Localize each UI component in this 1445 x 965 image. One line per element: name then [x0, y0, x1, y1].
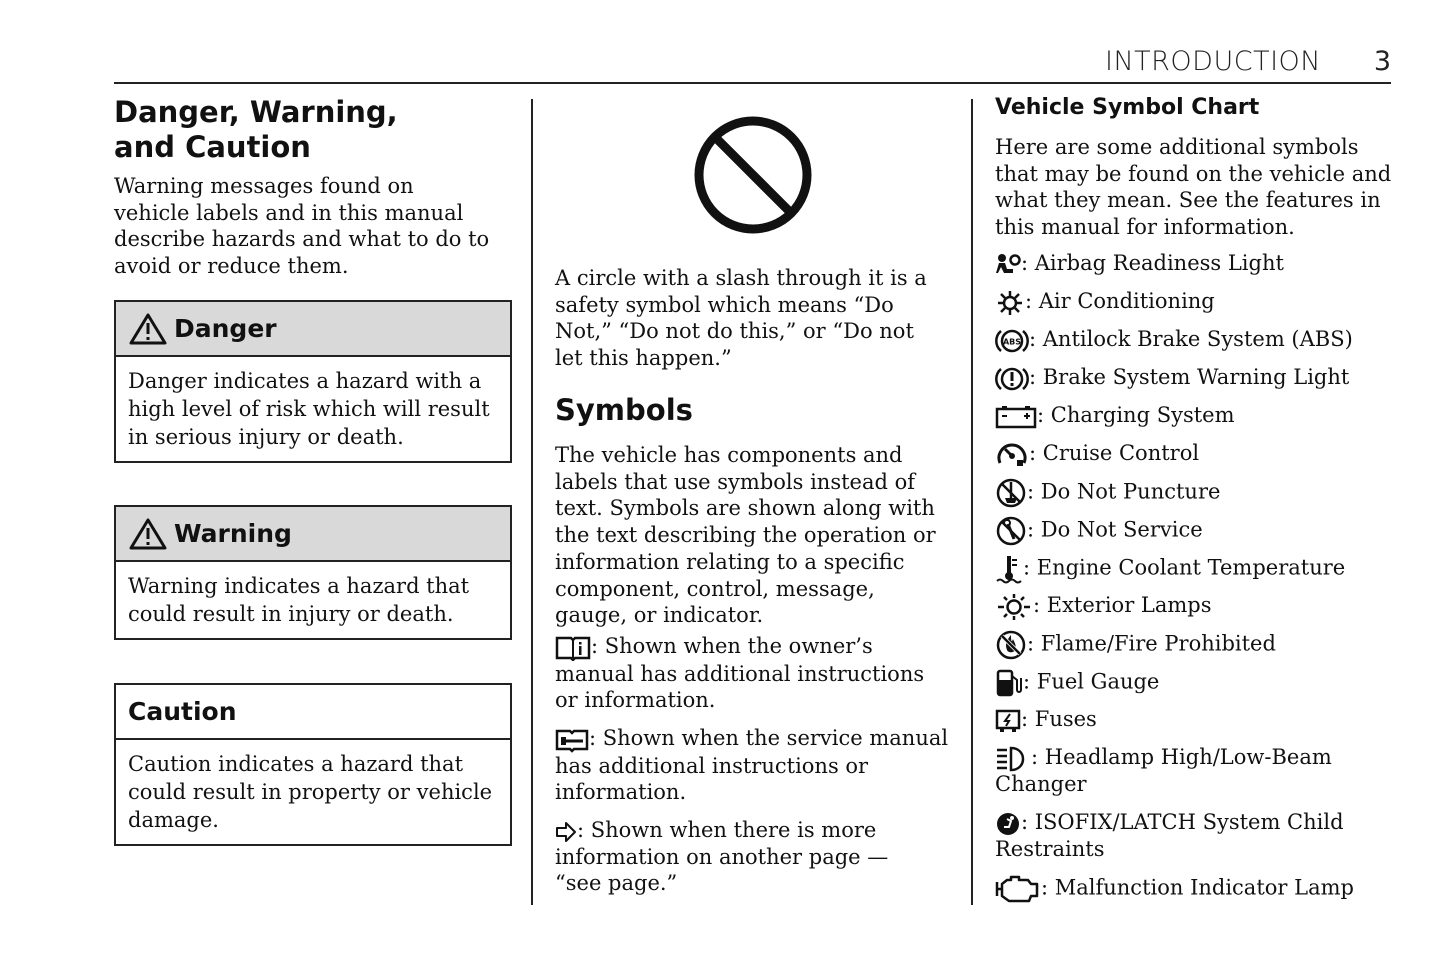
symbol-chart-heading: Vehicle Symbol Chart: [995, 95, 1260, 120]
column-danger-warning-caution: [114, 95, 510, 832]
symbol-row-coolant-temp: : Engine Coolant Temperature: [995, 554, 1345, 584]
no-symbol-icon: [691, 113, 815, 237]
headlamp-icon: [995, 745, 1031, 773]
book-icon: [555, 635, 591, 661]
danger-box: [114, 300, 512, 463]
symbols-paragraph: The vehicle has components and labels that use symbols instead of text. Symbols are shown along with the text describing the operation or information relating to a specific component, control, message, gauge, or indicator.: [555, 443, 936, 628]
brake-warning-icon: [995, 365, 1029, 393]
owners-manual-note: [555, 633, 950, 714]
fuses-icon: [995, 708, 1021, 734]
section-title: INTRODUCTION: [1105, 46, 1321, 77]
do-not-service-icon: [995, 516, 1027, 546]
caution-body: Caution indicates a hazard that could result in property or vehicle damage.: [128, 752, 493, 832]
warning-title: Warning: [174, 519, 292, 548]
symbol-row-airbag: : Airbag Readiness Light: [995, 250, 1284, 277]
see-page-text: : Shown when there is more information on another page — “see page.”: [555, 818, 889, 896]
intro-paragraph: Warning messages found on vehicle labels and in this manual describe hazards and what to do to avoid or reduce them.: [114, 174, 490, 279]
air-conditioning-icon: [995, 290, 1025, 316]
symbol-row-abs: ABS : Antilock Brake System (ABS): [995, 326, 1353, 355]
warning-box-header: [116, 507, 510, 562]
symbol-row-do-not-service: : Do Not Service: [995, 516, 1203, 546]
warning-body: Warning indicates a hazard that could result in injury or death.: [128, 574, 470, 626]
arrow-right-icon: [555, 821, 577, 843]
flame-prohibited-icon: [995, 630, 1027, 660]
column-vehicle-symbol-chart: [995, 95, 1395, 900]
airbag-icon: [995, 253, 1021, 277]
symbol-chart-intro: Here are some additional symbols that may be found on the vehicle and what they mean. See the features in this manual for information.: [995, 135, 1392, 240]
isofix-icon: [995, 811, 1021, 837]
symbol-row-malfunction-indicator: : Malfunction Indicator Lamp: [995, 874, 1354, 904]
service-manual-note: [555, 725, 950, 806]
symbol-row-cruise-control: : Cruise Control: [995, 440, 1199, 469]
symbol-row-exterior-lamps: : Exterior Lamps: [995, 592, 1212, 621]
do-not-paragraph: A circle with a slash through it is a safety symbol which means “Do Not,” “Do not do this,” or “Do not let this happen.”: [555, 266, 927, 371]
danger-title: Danger: [174, 314, 277, 343]
symbol-row-isofix-cont: Restraints: [995, 837, 1105, 861]
warning-triangle-icon: [128, 517, 168, 551]
warning-box: [114, 505, 512, 640]
symbol-row-charging-system: : Charging System: [995, 402, 1235, 430]
exterior-lamps-icon: [995, 593, 1033, 621]
do-not-puncture-icon: [995, 478, 1027, 508]
symbols-heading: Symbols: [555, 393, 693, 427]
caution-box: [114, 683, 512, 846]
symbol-row-fuses: : Fuses: [995, 706, 1097, 734]
symbol-row-air-conditioning: : Air Conditioning: [995, 288, 1215, 316]
column-divider: [971, 99, 973, 905]
owners-manual-text: : Shown when the owner’s manual has additional instructions or information.: [555, 634, 925, 713]
page-header: [114, 46, 1391, 84]
symbol-row-isofix: : ISOFIX/LATCH System Child: [995, 809, 1344, 837]
danger-body: Danger indicates a hazard with a high level of risk which will result in serious injury or death.: [128, 369, 490, 449]
symbol-row-flame-prohibited: : Flame/Fire Prohibited: [995, 630, 1276, 660]
fuel-gauge-icon: [995, 668, 1023, 698]
symbol-row-headlamp-cont: Changer: [995, 772, 1087, 796]
danger-box-header: [116, 302, 510, 357]
coolant-temp-icon: [995, 554, 1023, 584]
see-page-note: [555, 817, 935, 897]
symbol-row-do-not-puncture: : Do Not Puncture: [995, 478, 1220, 508]
symbol-row-headlamp: : Headlamp High/Low-Beam: [995, 744, 1332, 773]
page-number: 3: [1373, 46, 1391, 77]
engine-icon: [995, 874, 1041, 904]
section-heading: Danger, Warning, and Caution: [114, 95, 398, 164]
symbol-row-brake-warning: : Brake System Warning Light: [995, 364, 1349, 393]
caution-title: Caution: [128, 697, 237, 726]
battery-icon: [995, 404, 1037, 430]
svg-text:ABS: ABS: [1002, 337, 1022, 346]
warning-triangle-icon: [128, 312, 168, 346]
abs-icon: [995, 327, 1029, 355]
caution-box-header: [116, 685, 510, 740]
cruise-control-icon: [995, 441, 1029, 469]
service-manual-text: : Shown when the service manual has additional instructions or information.: [555, 726, 949, 805]
service-manual-icon: [555, 727, 589, 753]
column-divider: [531, 99, 533, 905]
symbol-row-fuel-gauge: : Fuel Gauge: [995, 668, 1159, 698]
